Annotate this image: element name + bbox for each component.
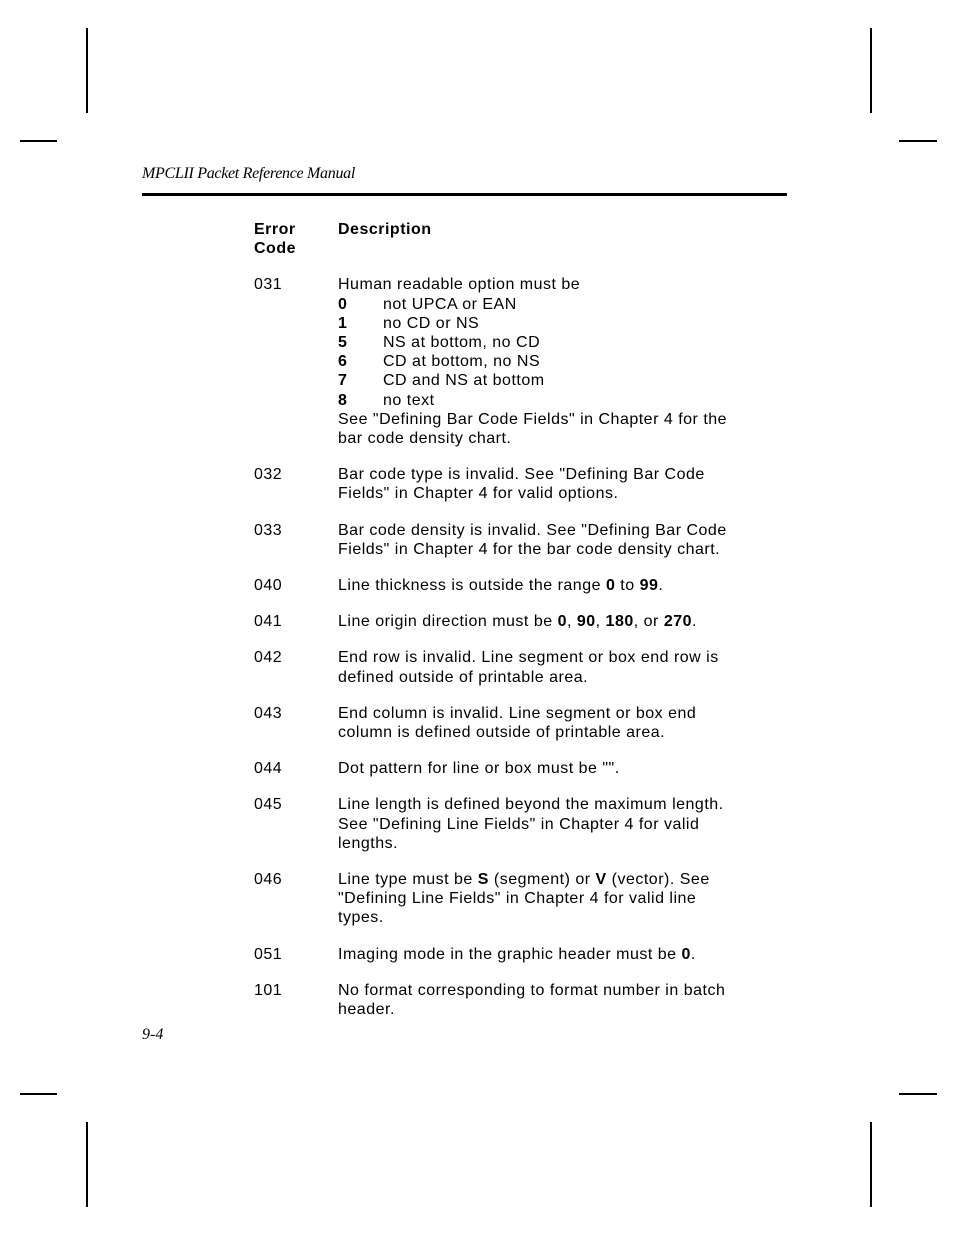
error-code: 044: [254, 760, 283, 778]
column-header-code: [254, 220, 338, 258]
description-line: Bar code density is invalid. See "Defining Bar Code: [338, 521, 727, 539]
error-code: 041: [254, 613, 283, 631]
option-item: [338, 314, 794, 333]
text-segment: ,: [566, 613, 577, 631]
column-header-code-line1: Error: [254, 221, 296, 238]
text-segment: (segment) or: [488, 871, 596, 889]
error-code: 046: [254, 871, 283, 889]
crop-mark-bottom-right-vertical: [870, 1122, 872, 1207]
table-row: [254, 612, 794, 631]
description-line: bar code density chart.: [338, 430, 512, 448]
error-code: 040: [254, 577, 283, 595]
option-key: 7: [338, 372, 348, 390]
crop-mark-top-right-vertical: [870, 28, 872, 113]
text-segment: ,: [595, 613, 606, 631]
option-text: no text: [383, 391, 435, 409]
description-line: [338, 870, 794, 889]
option-key: 5: [338, 334, 348, 352]
value: 270: [663, 613, 693, 631]
table-row: [254, 870, 794, 928]
text-segment: , or: [633, 613, 664, 631]
crop-mark-top-left-horizontal: [20, 140, 57, 142]
option-text: not UPCA or EAN: [383, 295, 517, 313]
option-item: [338, 333, 794, 352]
error-description: [338, 576, 794, 595]
option-text: NS at bottom, no CD: [383, 334, 541, 352]
error-description: [338, 704, 794, 742]
description-line: Line length is defined beyond the maximum length.: [338, 796, 724, 814]
table-row: [254, 521, 794, 559]
option-item: [338, 295, 794, 314]
error-description: [338, 465, 794, 503]
value-max: 99: [639, 577, 659, 595]
error-code: 032: [254, 466, 283, 484]
value: 90: [576, 613, 596, 631]
crop-mark-bottom-left-horizontal: [20, 1093, 57, 1095]
option-key: 8: [338, 391, 348, 409]
description-line: See "Defining Bar Code Fields" in Chapter 4 for the: [338, 410, 728, 428]
table-row: [254, 275, 794, 448]
description-line: Fields" in Chapter 4 for the bar code density chart.: [338, 540, 721, 558]
column-header-code-line2: Code: [254, 240, 296, 258]
crop-mark-bottom-left-vertical: [86, 1122, 88, 1207]
error-description: Dot pattern for line or box must be "".: [338, 760, 620, 778]
error-code: 043: [254, 704, 283, 722]
description-line: Bar code type is invalid. See "Defining Bar Code: [338, 466, 705, 484]
error-description: [338, 275, 794, 448]
option-text: CD at bottom, no NS: [383, 353, 541, 371]
value-min: 0: [605, 577, 616, 595]
description-line: types.: [338, 909, 384, 927]
description-line: "Defining Line Fields" in Chapter 4 for valid line: [338, 890, 697, 908]
error-code: 101: [254, 981, 283, 999]
error-code: 033: [254, 521, 283, 539]
description-line: Fields" in Chapter 4 for valid options.: [338, 485, 619, 503]
description-line: header.: [338, 1001, 395, 1019]
option-text: CD and NS at bottom: [383, 372, 545, 390]
table-row: [254, 795, 794, 853]
value: 0: [557, 613, 567, 631]
text-segment: Line thickness is outside the range: [338, 577, 606, 595]
option-item: [338, 352, 794, 371]
table-row: [254, 759, 794, 778]
error-description: [338, 795, 794, 853]
error-description: [338, 981, 794, 1019]
table-row: [254, 704, 794, 742]
text-segment: Imaging mode in the graphic header must be: [338, 945, 682, 963]
description-line: defined outside of printable area.: [338, 668, 589, 686]
error-code: 045: [254, 796, 283, 814]
text-segment: .: [658, 577, 664, 595]
table-header-row: [254, 220, 794, 258]
text-segment: .: [690, 945, 696, 963]
description-line: No format corresponding to format number in batch: [338, 981, 726, 999]
description-line: column is defined outside of printable area.: [338, 724, 666, 742]
value: V: [595, 871, 607, 889]
value: S: [477, 871, 489, 889]
table-row: [254, 945, 794, 964]
error-description: [338, 945, 794, 964]
error-description: [338, 648, 794, 686]
option-key: 6: [338, 353, 348, 371]
option-key: 1: [338, 314, 348, 332]
column-header-description: Description: [338, 221, 432, 238]
description-line: Human readable option must be: [338, 276, 581, 294]
running-header-title: MPCLII Packet Reference Manual: [142, 165, 355, 182]
crop-mark-top-right-horizontal: [899, 140, 937, 142]
error-description: [338, 521, 794, 559]
description-line: End column is invalid. Line segment or box end: [338, 704, 697, 722]
error-code: 051: [254, 945, 283, 963]
page-number: 9-4: [142, 1026, 164, 1043]
header-rule: [142, 193, 787, 196]
description-line: See "Defining Line Fields" in Chapter 4 for valid: [338, 815, 700, 833]
value: 180: [605, 613, 634, 631]
table-row: [254, 465, 794, 503]
error-description: [338, 870, 794, 928]
option-item: [338, 391, 794, 410]
text-segment: Line origin direction must be: [338, 613, 558, 631]
value: 0: [681, 945, 691, 963]
table-row: [254, 576, 794, 595]
option-key: 0: [338, 295, 348, 313]
text-segment: .: [692, 613, 697, 631]
option-item: [338, 371, 794, 390]
description-line: End row is invalid. Line segment or box end row is: [338, 649, 719, 667]
table-row: [254, 981, 794, 1019]
description-line: lengths.: [338, 834, 399, 852]
text-segment: to: [615, 577, 640, 595]
crop-mark-top-left-vertical: [86, 28, 88, 113]
text-segment: Line type must be: [338, 871, 478, 889]
error-code: 042: [254, 649, 283, 667]
option-text: no CD or NS: [383, 314, 480, 332]
text-segment: (vector). See: [606, 871, 710, 889]
error-code-table: [254, 220, 794, 1036]
table-row: [254, 648, 794, 686]
error-code: 031: [254, 276, 283, 294]
crop-mark-bottom-right-horizontal: [899, 1093, 937, 1095]
error-description: [338, 612, 794, 631]
